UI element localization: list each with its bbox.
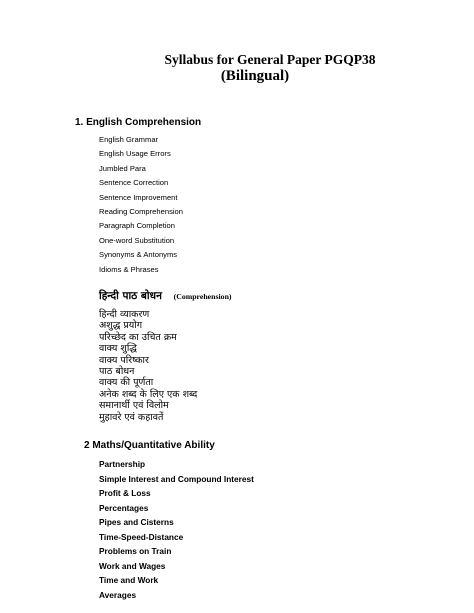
list-item: अनेक शब्द के लिए एक शब्द	[99, 388, 198, 400]
list-item: One-word Substitution	[99, 235, 175, 245]
list-item: Work and Wages	[99, 560, 166, 571]
maths-topic-list	[99, 457, 254, 602]
section-heading-hindi	[99, 289, 232, 303]
list-item: मुहावरे एवं कहावतें	[99, 411, 164, 423]
hindi-heading-text: हिन्दी पाठ बोधन	[99, 290, 162, 302]
list-item: Profit & Loss	[99, 488, 151, 498]
list-item: Time and Work	[99, 575, 159, 585]
hindi-heading-sub: (Comprehension)	[173, 292, 232, 301]
list-item: समानार्थी एवं विलोम	[99, 400, 169, 412]
list-item: Paragraph Completion	[99, 221, 175, 231]
list-item: Percentages	[99, 502, 149, 513]
list-item: पाठ बोधन	[99, 365, 135, 377]
section-heading-maths: 2 Maths/Quantitative Ability	[84, 440, 215, 451]
english-topic-list	[99, 133, 183, 277]
list-item: Simple Interest and Compound Interest	[99, 473, 254, 484]
list-item: Synonyms & Antonyms	[99, 250, 178, 260]
list-item: अशुद्ध प्रयोग	[99, 320, 143, 332]
list-item: Problems on Train	[99, 546, 172, 556]
list-item: English Grammar	[99, 135, 159, 144]
list-item: वाक्य की पूर्णता	[99, 377, 154, 389]
list-item: हिन्दी व्याकरण	[99, 309, 150, 320]
list-item: Idioms & Phrases	[99, 264, 159, 274]
syllabus-title: Syllabus for General Paper PGQP38	[164, 52, 376, 67]
list-item: वाक्य शुद्धि	[99, 343, 137, 355]
list-item: वाक्य परिष्कार	[99, 354, 149, 366]
list-item: Averages	[99, 589, 137, 600]
list-item: Reading Comprehension	[99, 206, 184, 216]
list-item: परिच्छेद का उचित क्रम	[99, 331, 177, 343]
list-item: Partnership	[99, 459, 146, 469]
list-item: Sentence Correction	[99, 178, 169, 188]
list-item: Time-Speed-Distance	[99, 531, 184, 542]
list-item: Jumbled Para	[99, 163, 146, 173]
list-item: English Usage Errors	[99, 149, 171, 159]
list-item: Pipes and Cisterns	[99, 517, 174, 527]
list-item: Sentence Improvement	[99, 192, 178, 202]
syllabus-subtitle: (Bilingual)	[220, 68, 290, 84]
section-heading-english: 1. English Comprehension	[75, 117, 202, 128]
hindi-topic-list	[99, 309, 197, 423]
